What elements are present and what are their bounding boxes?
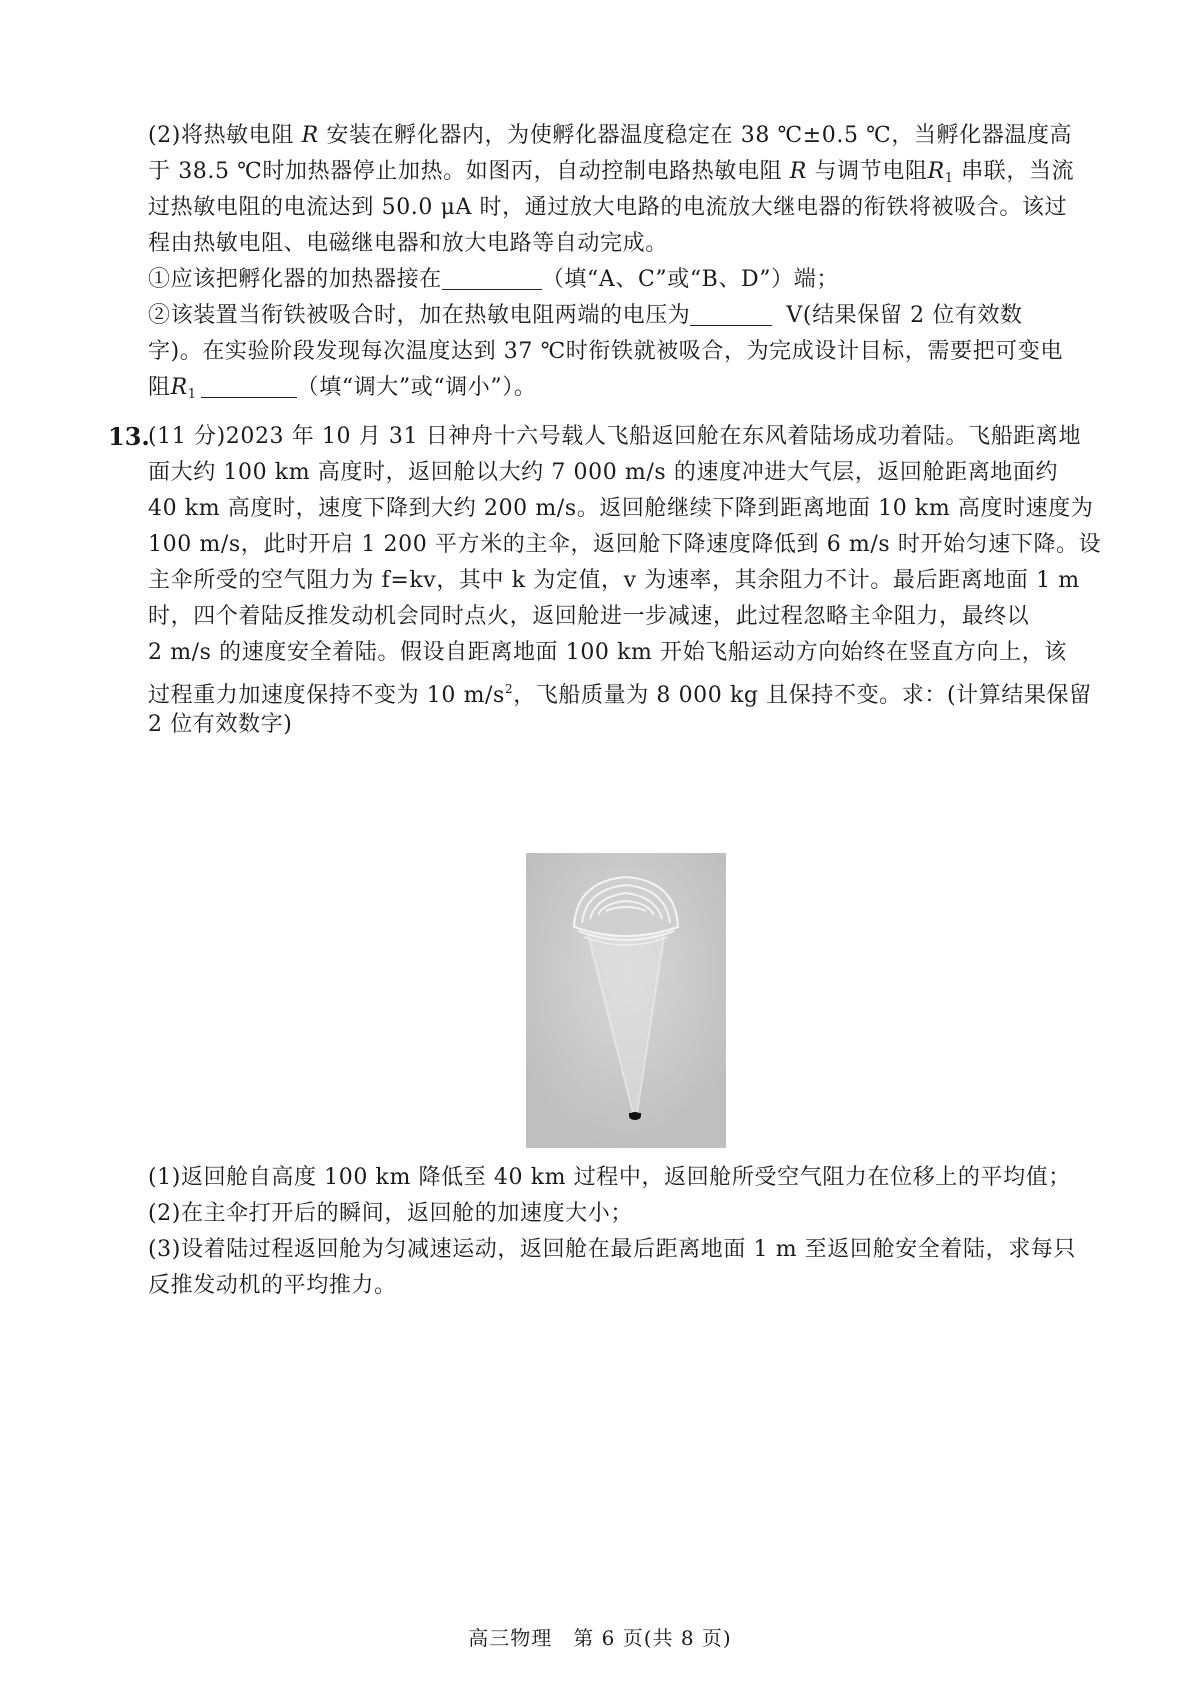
subquestion-1: (1)返回舱自高度 100 km 降低至 40 km 过程中，返回舱所受空气阻力在位移上的平均值； xyxy=(148,1165,1071,1190)
answer-blank[interactable] xyxy=(201,375,297,398)
answer-blank[interactable] xyxy=(442,267,542,290)
question-number: 13. xyxy=(108,422,150,451)
text-line: 于 38.5 ℃时加热器停止加热。如图丙，自动控制电路热敏电阻 R 与调节电阻$R_1$ 串联，当流 xyxy=(148,159,1075,186)
text-line: 100 m/s，此时开启 1 200 平方米的主伞，返回舱下降速度降低到 6 m/s 时开始匀速下降。设 xyxy=(148,532,1102,557)
text-line: 主伞所受的空气阻力为 f=kv，其中 k 为定值，v 为速率，其余阻力不计。最后距离地面 1 m xyxy=(148,568,1080,593)
text-line: 反推发动机的平均推力。 xyxy=(148,1273,397,1298)
text-line: 面大约 100 km 高度时，返回舱以大约 7 000 m/s 的速度冲进大气层，返回舱距离地面约 xyxy=(148,460,1059,485)
text-line: 2 m/s 的速度安全着陆。假设自距离地面 100 km 开始飞船运动方向始终在竖直方向上，该 xyxy=(148,640,1067,665)
text-line: (11 分)2023 年 10 月 31 日神舟十六号载人飞船返回舱在东风着陆场成功着陆。飞船距离地 xyxy=(148,424,1082,449)
answer-blank[interactable] xyxy=(690,303,772,326)
text-line: 字)。在实验阶段发现每次温度达到 37 ℃时衔铁就被吸合，为完成设计目标，需要把可变电 xyxy=(148,339,1063,364)
subquestion-3: (3)设着陆过程返回舱为匀减速运动，返回舱在最后距离地面 1 m 至返回舱安全着陆，求每只 xyxy=(148,1237,1077,1262)
text-line: 阻$R_1$ （填“调大”或“调小”）。 xyxy=(148,375,537,402)
subquestion-1: ①应该把孵化器的加热器接在 （填“A、C”或“B、D”）端； xyxy=(148,267,839,292)
subquestion-2: (2)在主伞打开后的瞬间，返回舱的加速度大小； xyxy=(148,1201,633,1226)
subquestion-2: ②该装置当衔铁被吸合时，加在热敏电阻两端的电压为 V(结果保留 2 位有效数 xyxy=(148,303,1023,328)
text-line: 过热敏电阻的电流达到 50.0 μA 时，通过放大电路的电流放大继电器的衔铁将被吸合。该过 xyxy=(148,195,1068,220)
text-line: 2 位有效数字) xyxy=(148,712,293,737)
text-line: 过程重力加速度保持不变为 10 $m/s^2$，飞船质量为 8 000 kg 且保持不变。求：(计算结果保留 xyxy=(148,682,1092,708)
parachute-photo xyxy=(526,853,726,1148)
text-line: 时，四个着陆反推发动机会同时点火，返回舱进一步减速，此过程忽略主伞阻力，最终以 xyxy=(148,604,1030,629)
text-line: (2)将热敏电阻 R 安装在孵化器内，为使孵化器温度稳定在 38 ℃±0.5 ℃，当孵化器温度高 xyxy=(148,123,1073,148)
page-footer: 高三物理 第 6 页(共 8 页) xyxy=(468,1626,732,1650)
text-line: 40 km 高度时，速度下降到大约 200 m/s。返回舱继续下降到距离地面 10 km 高度时速度为 xyxy=(148,496,1094,521)
text-line: 程由热敏电阻、电磁继电器和放大电路等自动完成。 xyxy=(148,231,668,256)
